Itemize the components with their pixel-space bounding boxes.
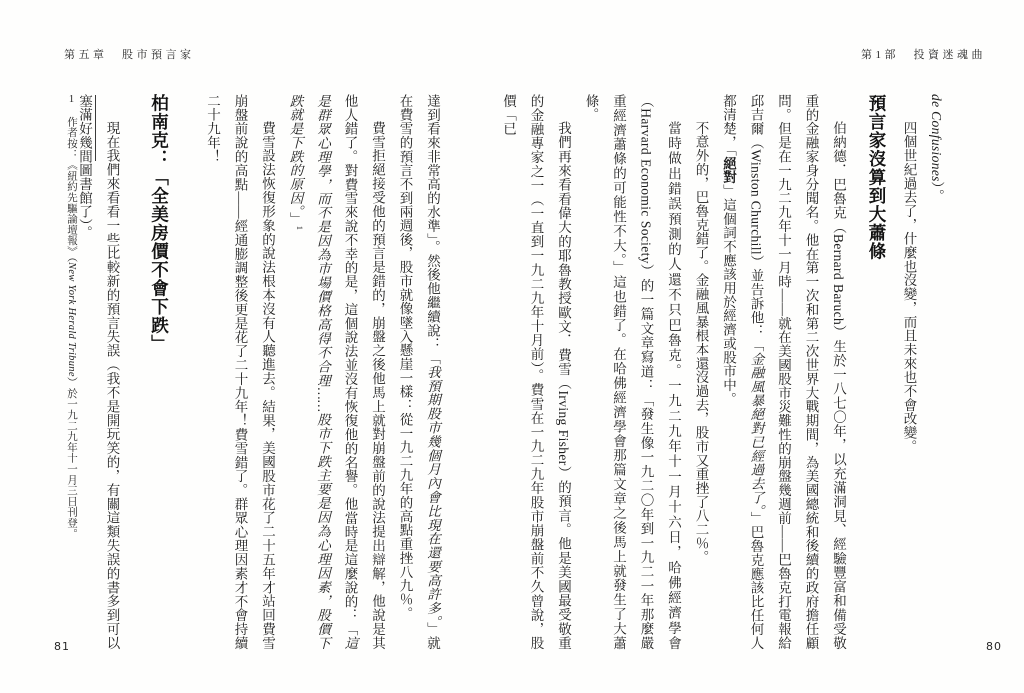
paragraph-fisher-defense: 費雪拒絕接受他的預言是錯的，崩盤之後他馬上就對崩盤前的說法提出辯解，他說是其他人錯了。對費雪來說不幸的是，這個說法並沒有恢復他的名譽。他當時是這麼說的：「這是群眾心理學，而不是因為市場價格高得不合理……股市下跌主要是因為心理因素，股價下跌就是下跌的原因。」$^1$ [287, 94, 385, 650]
paragraph-modern-errors: 現在我們來看看一些比較新的預言失誤（我不是開玩笑的，有關這類失誤的書多到可以塞滿好幾間圖書館了）。 [77, 94, 120, 650]
footnote-reference: 1 [295, 225, 305, 231]
paragraph-centuries: 四個世紀過去了，什麼也沒變，而且未來也不會改變。 [901, 121, 917, 454]
footnote-divider [95, 95, 96, 161]
paragraph-not-surprising: 不意外的，巴魯克錯了。金融風暴根本還沒過去，股市又重挫了八二％。 [693, 121, 709, 565]
footnote: 1 作者按：《紐約先驅論壇報》（New York Herald Tribune）於一九二九年十一月三日刊登。 [66, 94, 77, 539]
right-page-body [501, 94, 950, 650]
paragraph-fisher-start: 我們再來看看偉大的耶魯教授歐文．費雪（Irving Fisher）的預言。他是美國最受敬重的金融專家之一（一直到一九二九年十月前）。費雪在一九二九年股市崩盤前不久曾說，股價「已 [501, 94, 571, 650]
left-running-head: 第五章 股市預言家 [64, 49, 195, 61]
paragraph-nobody-listened: 費雪設法恢復形象的說法根本沒有人聽進去。結果，美國股市花了二十五年才站回費雪崩盤前說的高點——經通膨調整後更是花了二十九年！費雪錯了。群眾心理因素才不會持續二十九年！ [205, 94, 275, 650]
paragraph-continuation-tail: ）。 [929, 181, 944, 203]
section-title-bernanke: 柏南克：「全美房價不會下跌」 [149, 94, 170, 353]
latin-book-title: de Confusiones [929, 94, 944, 182]
emphasis-absolutely: 絕對 [721, 156, 736, 185]
right-page-number: 80 [986, 640, 1002, 653]
paragraph-harvard: 當時做出錯誤預測的人還不只巴魯克。一九二九年十一月十六日，哈佛經濟學會（Harvard Economic Society）的一篇文章寫道：「發生像一九二〇年到一九二一年那麼嚴重經濟蕭條的可能性不大。」這也錯了。在哈佛經濟學會那篇文章之後馬上就發生了大蕭條。 [583, 94, 681, 650]
paragraph-fisher-continuation: 達到看來非常高的水準」。然後他繼續說：「我預期股市幾個月內會比現在還要高許多。」就在費雪的預言不到兩週後，股市就像墜入懸崖一樣：從一九二九年的高點重挫八九％。 [397, 94, 440, 651]
left-page-body [74, 94, 446, 650]
right-running-head: 第1部 投資迷魂曲 [861, 49, 986, 61]
paragraph-continuation [923, 94, 951, 650]
baruch-quote: 金融風暴絕對已經過去了。 [748, 351, 764, 512]
section-title-depression: 預言家沒算到大蕭條 [867, 94, 887, 261]
footnote-number: 1 [66, 94, 77, 106]
fisher-quote: 我預期股市幾個月內會比現在還要高許多。 [425, 365, 440, 623]
fisher-defense-quote: 這是群眾心理學，而不是因為市場價格高得不合理……股市下跌主要是因為心理因素，股價下跌就是下跌的原因。 [287, 94, 358, 650]
paragraph-baruch: 伯納德．巴魯克（Bernard Baruch）生於一八七〇年，以充滿洞見、經驗豐富和備受敬重的金融家身分聞名。他在第一次和第二次世界大戰期間，為美國總統和後續的政府擔任顧問。但是在一九二九年十一月時——就在美國股市災難性的崩盤幾週前——巴魯克打電報給邱吉爾（Winston Churchill）並告訴他：「金融風暴絕對已經過去了。」巴魯克應該比任何人都清楚，「絕對」這個詞不應該用於經濟或股市中。 [721, 94, 846, 650]
left-page-number: 81 [54, 640, 70, 653]
footnote-latin-title: New York Herald Tribune [66, 262, 77, 377]
